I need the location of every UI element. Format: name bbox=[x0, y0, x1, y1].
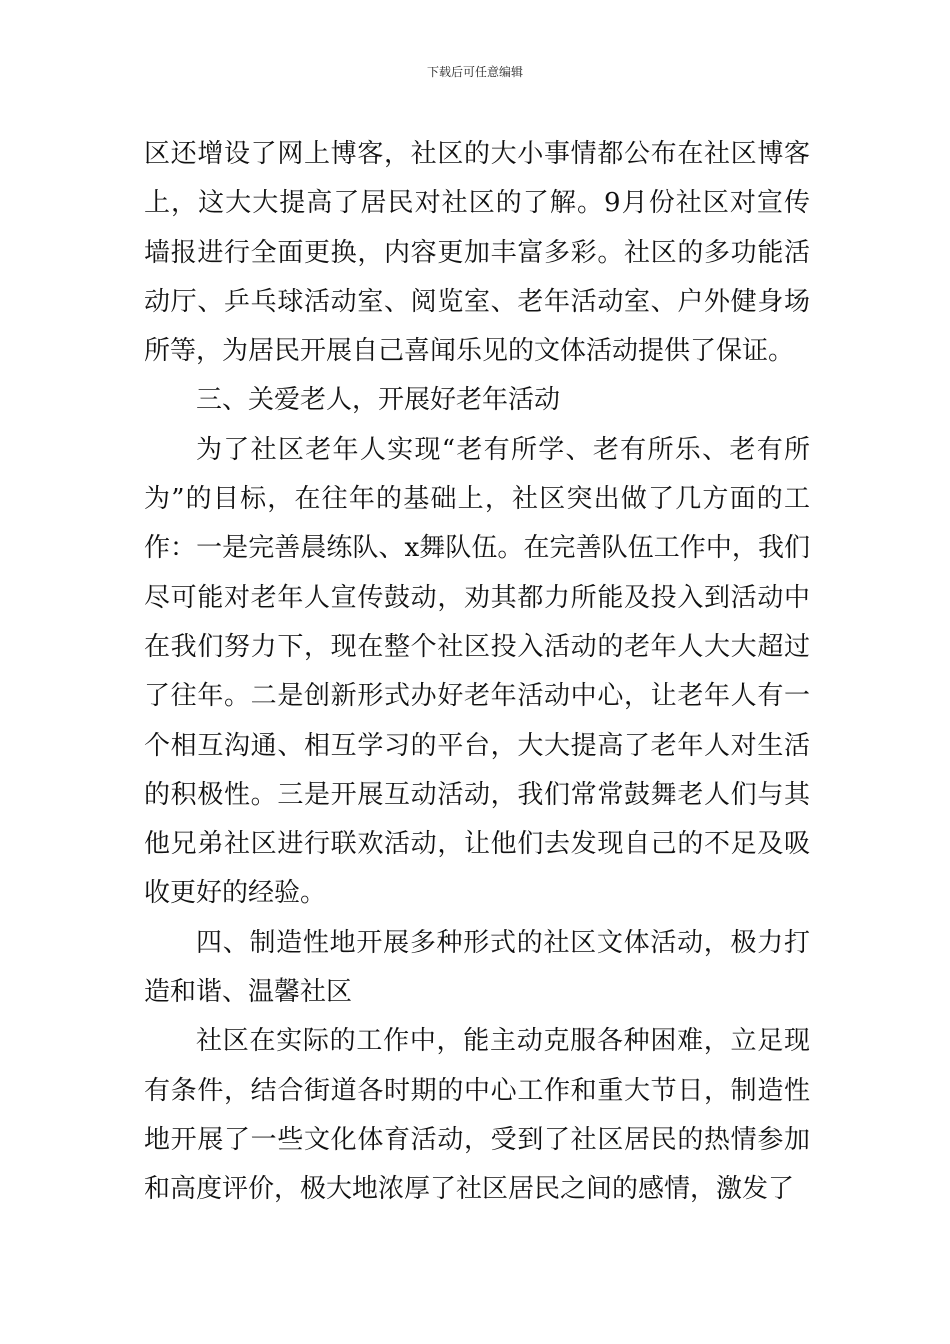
paragraph-elderly-activities: 为了社区老年人实现“老有所学、老有所乐、老有所为”的目标，在往年的基础上，社区突出做了几方面的工作：一是完善晨练队、x舞队伍。在完善队伍工作中，我们尽可能对老年人宣传鼓动，劝其都力所能及投入到活动中在我们努力下，现在整个社区投入活动的老年人大大超过了往年。二是创新形式办好老年活动中心，让老年人有一个相互沟通、相互学习的平台，大大提高了老年人对生活的积极性。三是开展互动活动，我们常常鼓舞老人们与其他兄弟社区进行联欢活动，让他们去发现自己的不足及吸收更好的经验。 bbox=[144, 434, 810, 909]
section-heading-elderly-care: 三、关爱老人，开展好老年活动 bbox=[196, 385, 561, 416]
section-heading-cultural-activities: 四、制造性地开展多种形式的社区文体活动，极力打造和谐、温馨社区 bbox=[144, 927, 810, 1008]
page-header-note: 下载后可任意编辑 bbox=[426, 65, 523, 79]
paragraph-blog-and-facilities: 区还增设了网上博客，社区的大小事情都公布在社区博客上，这大大提高了居民对社区的了解。9月份社区对宣传墙报进行全面更换，内容更加丰富多彩。社区的多功能活动厅、乒乓球活动室、阅览室、老年活动室、户外健身场所等，为居民开展自己喜闻乐见的文体活动提供了保证。 bbox=[144, 139, 810, 367]
document-body bbox=[144, 130, 810, 1215]
paragraph-cultural-activities: 社区在实际的工作中，能主动克服各种困难，立足现有条件，结合街道各时期的中心工作和重大节日，制造性地开展了一些文化体育活动，受到了社区居民的热情参加和高度评价，极大地浓厚了社区居民之间的感情，激发了 bbox=[144, 1026, 810, 1205]
